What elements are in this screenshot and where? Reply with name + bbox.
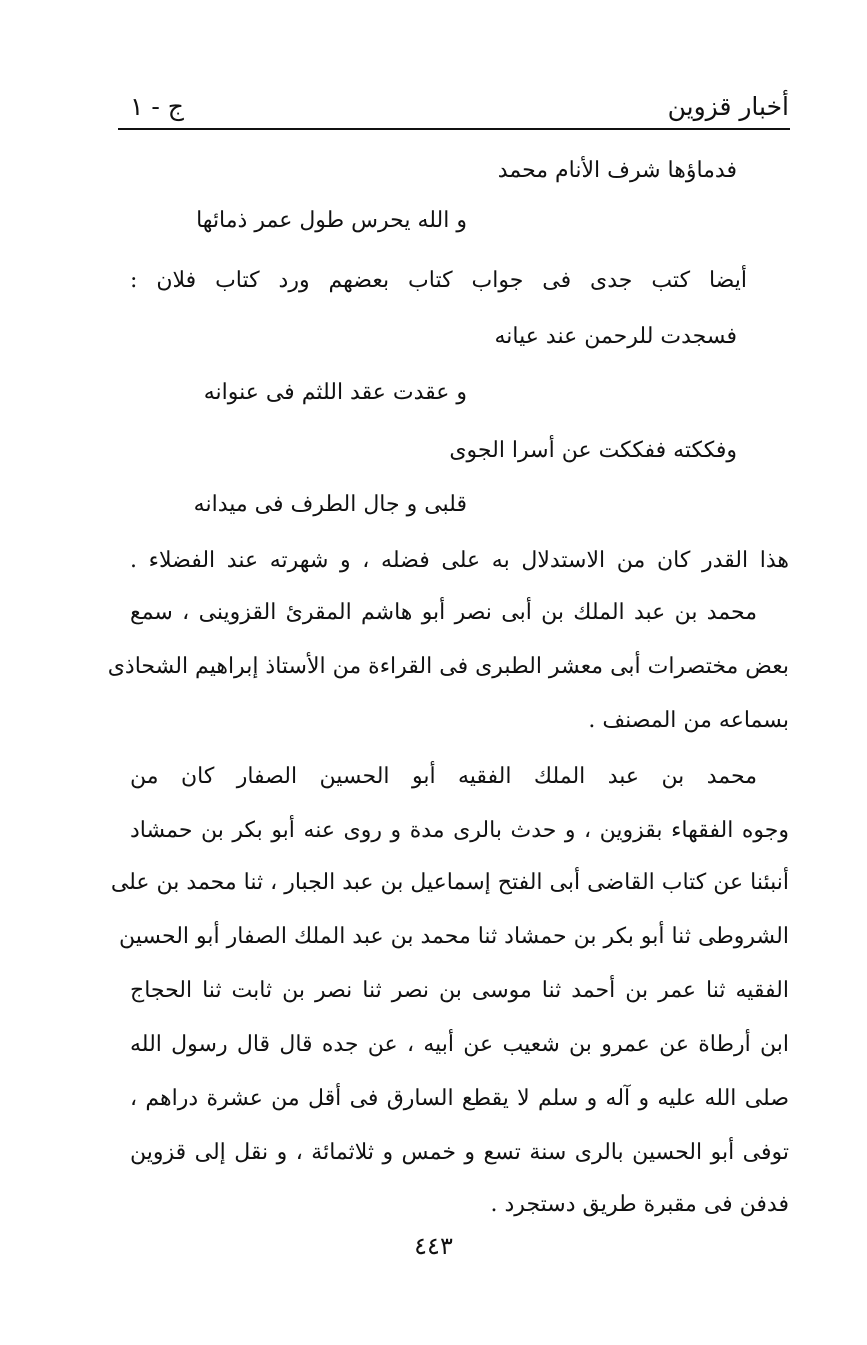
text-line: صلى الله عليه و آله و سلم لا يقطع السارق فى أقل من عشرة دراهم ، [130,1086,789,1111]
poem-line: و الله يحرس طول عمر ذمائها [196,208,467,233]
text-line: وجوه الفقهاء بقزوين ، و حدث بالرى مدة و روى عنه أبو بكر بن حمشاد [130,818,789,843]
poem-line: قلبى و جال الطرف فى ميدانه [193,492,467,517]
text-line: فدفن فى مقبرة طريق دستجرد . [490,1192,789,1217]
poem-line: وفككته ففككت عن أسرا الجوى [449,438,737,463]
text-line: محمد بن عبد الملك بن أبى نصر أبو هاشم المقرئ القزوينى ، سمع [130,600,757,625]
text-line: بعض مختصرات أبى معشر الطبرى فى القراءة من الأستاذ إبراهيم الشحاذى [107,654,789,679]
poem-line: فدماؤها شرف الأنام محمد [497,158,737,183]
text-line: محمد بن عبد الملك الفقيه أبو الحسين الصفار كان من [130,764,757,789]
poem-line: و عقدت عقد اللثم فى عنوانه [203,380,467,405]
poem-line: فسجدت للرحمن عند عيانه [494,324,737,349]
page-number: ٤٤٣ [414,1232,453,1260]
running-title: أخبار قزوين [667,92,789,121]
text-line: توفى أبو الحسين بالرى سنة تسع و خمس و ثلاثمائة ، و نقل إلى قزوين [130,1140,789,1165]
text-line: الفقيه ثنا عمر بن أحمد ثنا موسى بن نصر ثنا نصر بن ثابت ثنا الحجاج [130,978,789,1003]
text-line: الشروطى ثنا أبو بكر بن حمشاد ثنا محمد بن عبد الملك الصفار أبو الحسين [119,924,789,949]
text-line: أيضا كتب جدى فى جواب كتاب بعضهم ورد كتاب فلان : [130,268,748,293]
volume-label: ج - ١ [130,92,184,121]
header-rule [118,128,790,130]
text-line: ابن أرطاة عن عمرو بن شعيب عن أبيه ، عن جده قال قال رسول الله [130,1032,789,1057]
text-line: أنبئنا عن كتاب القاضى أبى الفتح إسماعيل بن عبد الجبار ، ثنا محمد بن على [110,870,789,895]
text-line: هذا القدر كان من الاستدلال به على فضله ، و شهرته عند الفضلاء . [130,548,789,573]
text-line: بسماعه من المصنف . [588,708,789,733]
